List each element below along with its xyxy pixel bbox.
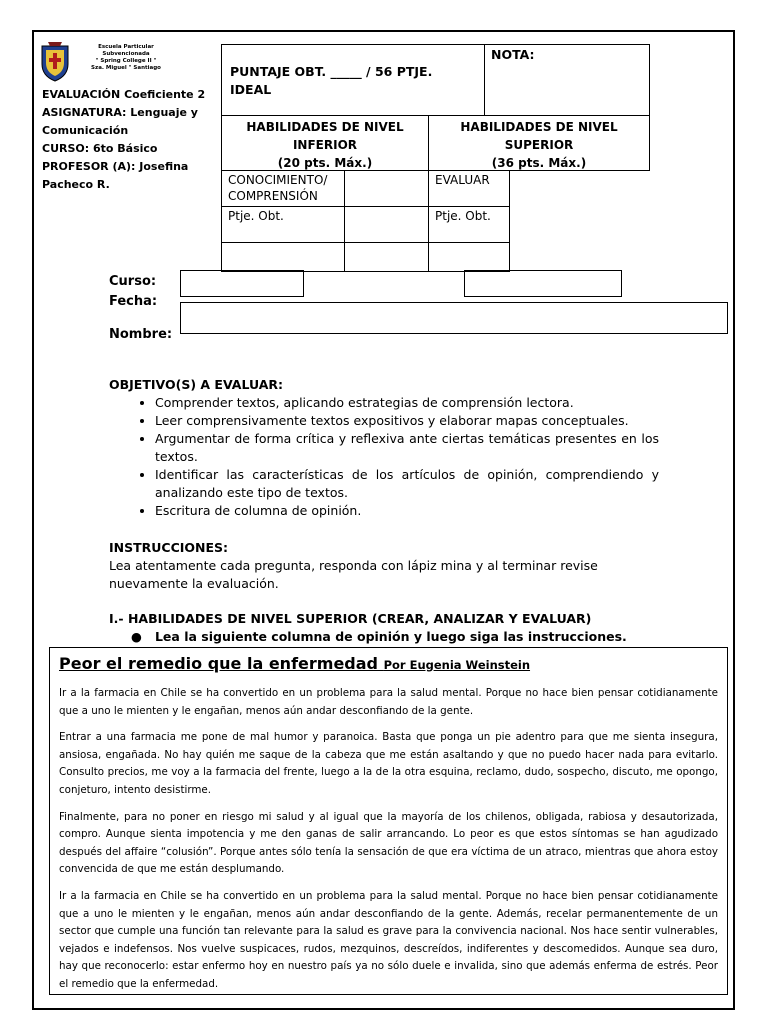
ptje-obt-left-score[interactable] [344,206,429,243]
article-paragraph: Finalmente, para no poner en riesgo mi salud y al igual que la mayoría de los chilenos, obligada, rabiosa y desautorizada, compro. Aunque sienta impotencia y me den ganas de salir arrancando. Lo peor es que estos síntomas se han agudizado después del affaire “colusión”. Porque antes sólo tenía la sensación de que era víctima de un atraco, mientras que ahora estoy convencida de que me están desplumando. [59,810,718,876]
total-right-cell[interactable] [428,242,510,272]
objective-item: • Argumentar de forma crítica y reflexiva ante ciertas temáticas presentes en los textos. [155,430,659,466]
nombre-label: Nombre: [109,327,173,342]
objective-item: • Escritura de columna de opinión. [155,502,659,520]
article-paragraph: Entrar a una farmacia me pone de mal humor y paranoica. Basta que ponga un pie adentro para que me sienta insegura, ansiosa, engañada. No hay quién me saque de la cabeza que me están asaltando y que no puedo hacer nada para evitarlo. Consulto precios, me voy a la farmacia del frente, luego a la de la otra esquina, reclamo, dudo, sospecho, discuto, me opongo, conjeturo, intento desistirme. [59,731,718,796]
article-title: Peor el remedio que la enfermedad [59,654,378,673]
section-title: I.- HABILIDADES DE NIVEL SUPERIOR (CREAR, ANALIZAR Y EVALUAR) [109,611,592,626]
nota-label: NOTA: [491,47,535,62]
fecha-label: Fecha: [109,294,158,309]
ptje-obt-left-label: Ptje. Obt. [228,209,284,223]
conocimiento-label: CONOCIMIENTO/ COMPRENSIÓN [228,173,328,203]
ptje-obt-left-cell [221,206,345,243]
superior-title: HABILIDADES DE NIVEL SUPERIOR [460,120,618,152]
inferior-title: HABILIDADES DE NIVEL INFERIOR [246,120,404,152]
instructions-section [109,539,609,593]
section-bullet-text: Lea la siguiente columna de opinión y luego siga las instrucciones. [154,629,627,644]
school-line: Escuela Particular Subvencionada [98,44,154,57]
puntaje-blank[interactable]: _____ [330,64,362,79]
school-line: Sza. Miguel " Santiago [91,65,161,71]
exam-info [42,86,220,194]
evaluation-label: EVALUACIÓN Coeficiente 2 [42,88,206,101]
evaluar-cell [428,170,510,207]
objectives-title: OBJETIVO(S) A EVALUAR: [109,377,284,392]
instructions-title: INSTRUCCIONES: [109,540,229,555]
teacher-label: PROFESOR (A): Josefina Pacheco R. [42,160,189,191]
conocimiento-cell [221,170,345,207]
objective-item: • Comprender textos, aplicando estrategias de comprensión lectora. [155,394,659,412]
subject-label: ASIGNATURA: Lenguaje y Comunicación [42,106,198,137]
school-crest-icon [38,40,72,82]
superior-points: (36 pts. Máx.) [491,156,587,170]
nota-box[interactable] [484,44,650,116]
article-paragraph: Ir a la farmacia en Chile se ha convertido en un problema para la salud mental. Porque no hace bien pensar cotidianamente que a uno le mienten y le engañan, menos aún andar desconfiando de la gente. [59,687,718,717]
ptje-obt-right-cell [428,206,510,243]
evaluar-label: EVALUAR [435,173,490,187]
conocimiento-score-cell[interactable] [344,170,429,207]
fecha-field[interactable] [464,270,622,297]
course-label: CURSO: 6to Básico [42,142,158,155]
opinion-article [49,647,728,995]
superior-header [428,115,650,171]
instructions-text: Lea atentamente cada pregunta, responda con lápiz mina y al terminar revise nuevamente la evaluación. [109,558,598,591]
total-left-cell[interactable] [221,242,345,272]
curso-field[interactable] [180,270,304,297]
puntaje-box [221,44,485,116]
section-bullet: ● Lea la siguiente columna de opinión y luego siga las instrucciones. [131,629,627,644]
nombre-field[interactable] [180,302,728,334]
objective-item: • Leer comprensivamente textos expositivos y elaborar mapas conceptuales. [155,412,659,430]
ptje-obt-right-label: Ptje. Obt. [435,209,491,223]
puntaje-ideal: IDEAL [230,82,272,97]
curso-label: Curso: [109,274,157,289]
inferior-header [221,115,429,171]
article-author: Por Eugenia Weinstein [383,658,531,672]
objective-item: • Identificar las características de los artículos de opinión, comprendiendo y analizando este tipo de textos. [155,466,659,502]
school-name [76,44,176,72]
article-title-line [59,654,718,673]
objectives-list [109,394,659,520]
inferior-points: (20 pts. Máx.) [277,156,373,170]
section-heading [109,610,669,646]
school-line: " Spring College II " [95,58,157,64]
puntaje-label: PUNTAJE OBT. [230,64,327,79]
total-mid-cell[interactable] [344,242,429,272]
objectives-section [109,376,659,520]
puntaje-total: / 56 PTJE. [366,64,433,79]
article-paragraph: Ir a la farmacia en Chile se ha convertido en un problema para la salud mental. Porque no hace bien pensar cotidianamente que a uno le mienten y le engañan, menos aún andar desconfiando de la gente. Además, recelar permanentemente de un sector que cumple una función tan relevante para la salud es grave para la convivencia nacional. Nos hace sentir vulnerables, vejados e indefensos. Nos vuelve suspicaces, rudos, mezquinos, descreídos, indiferentes y descomedidos. Aunque sea duro, hay que reconocerlo: estar enfermo hoy en nuestro país ya no sólo duele e invalida, sino que además enferma de estrés. Peor el remedio que la enfermedad. [59,889,718,990]
